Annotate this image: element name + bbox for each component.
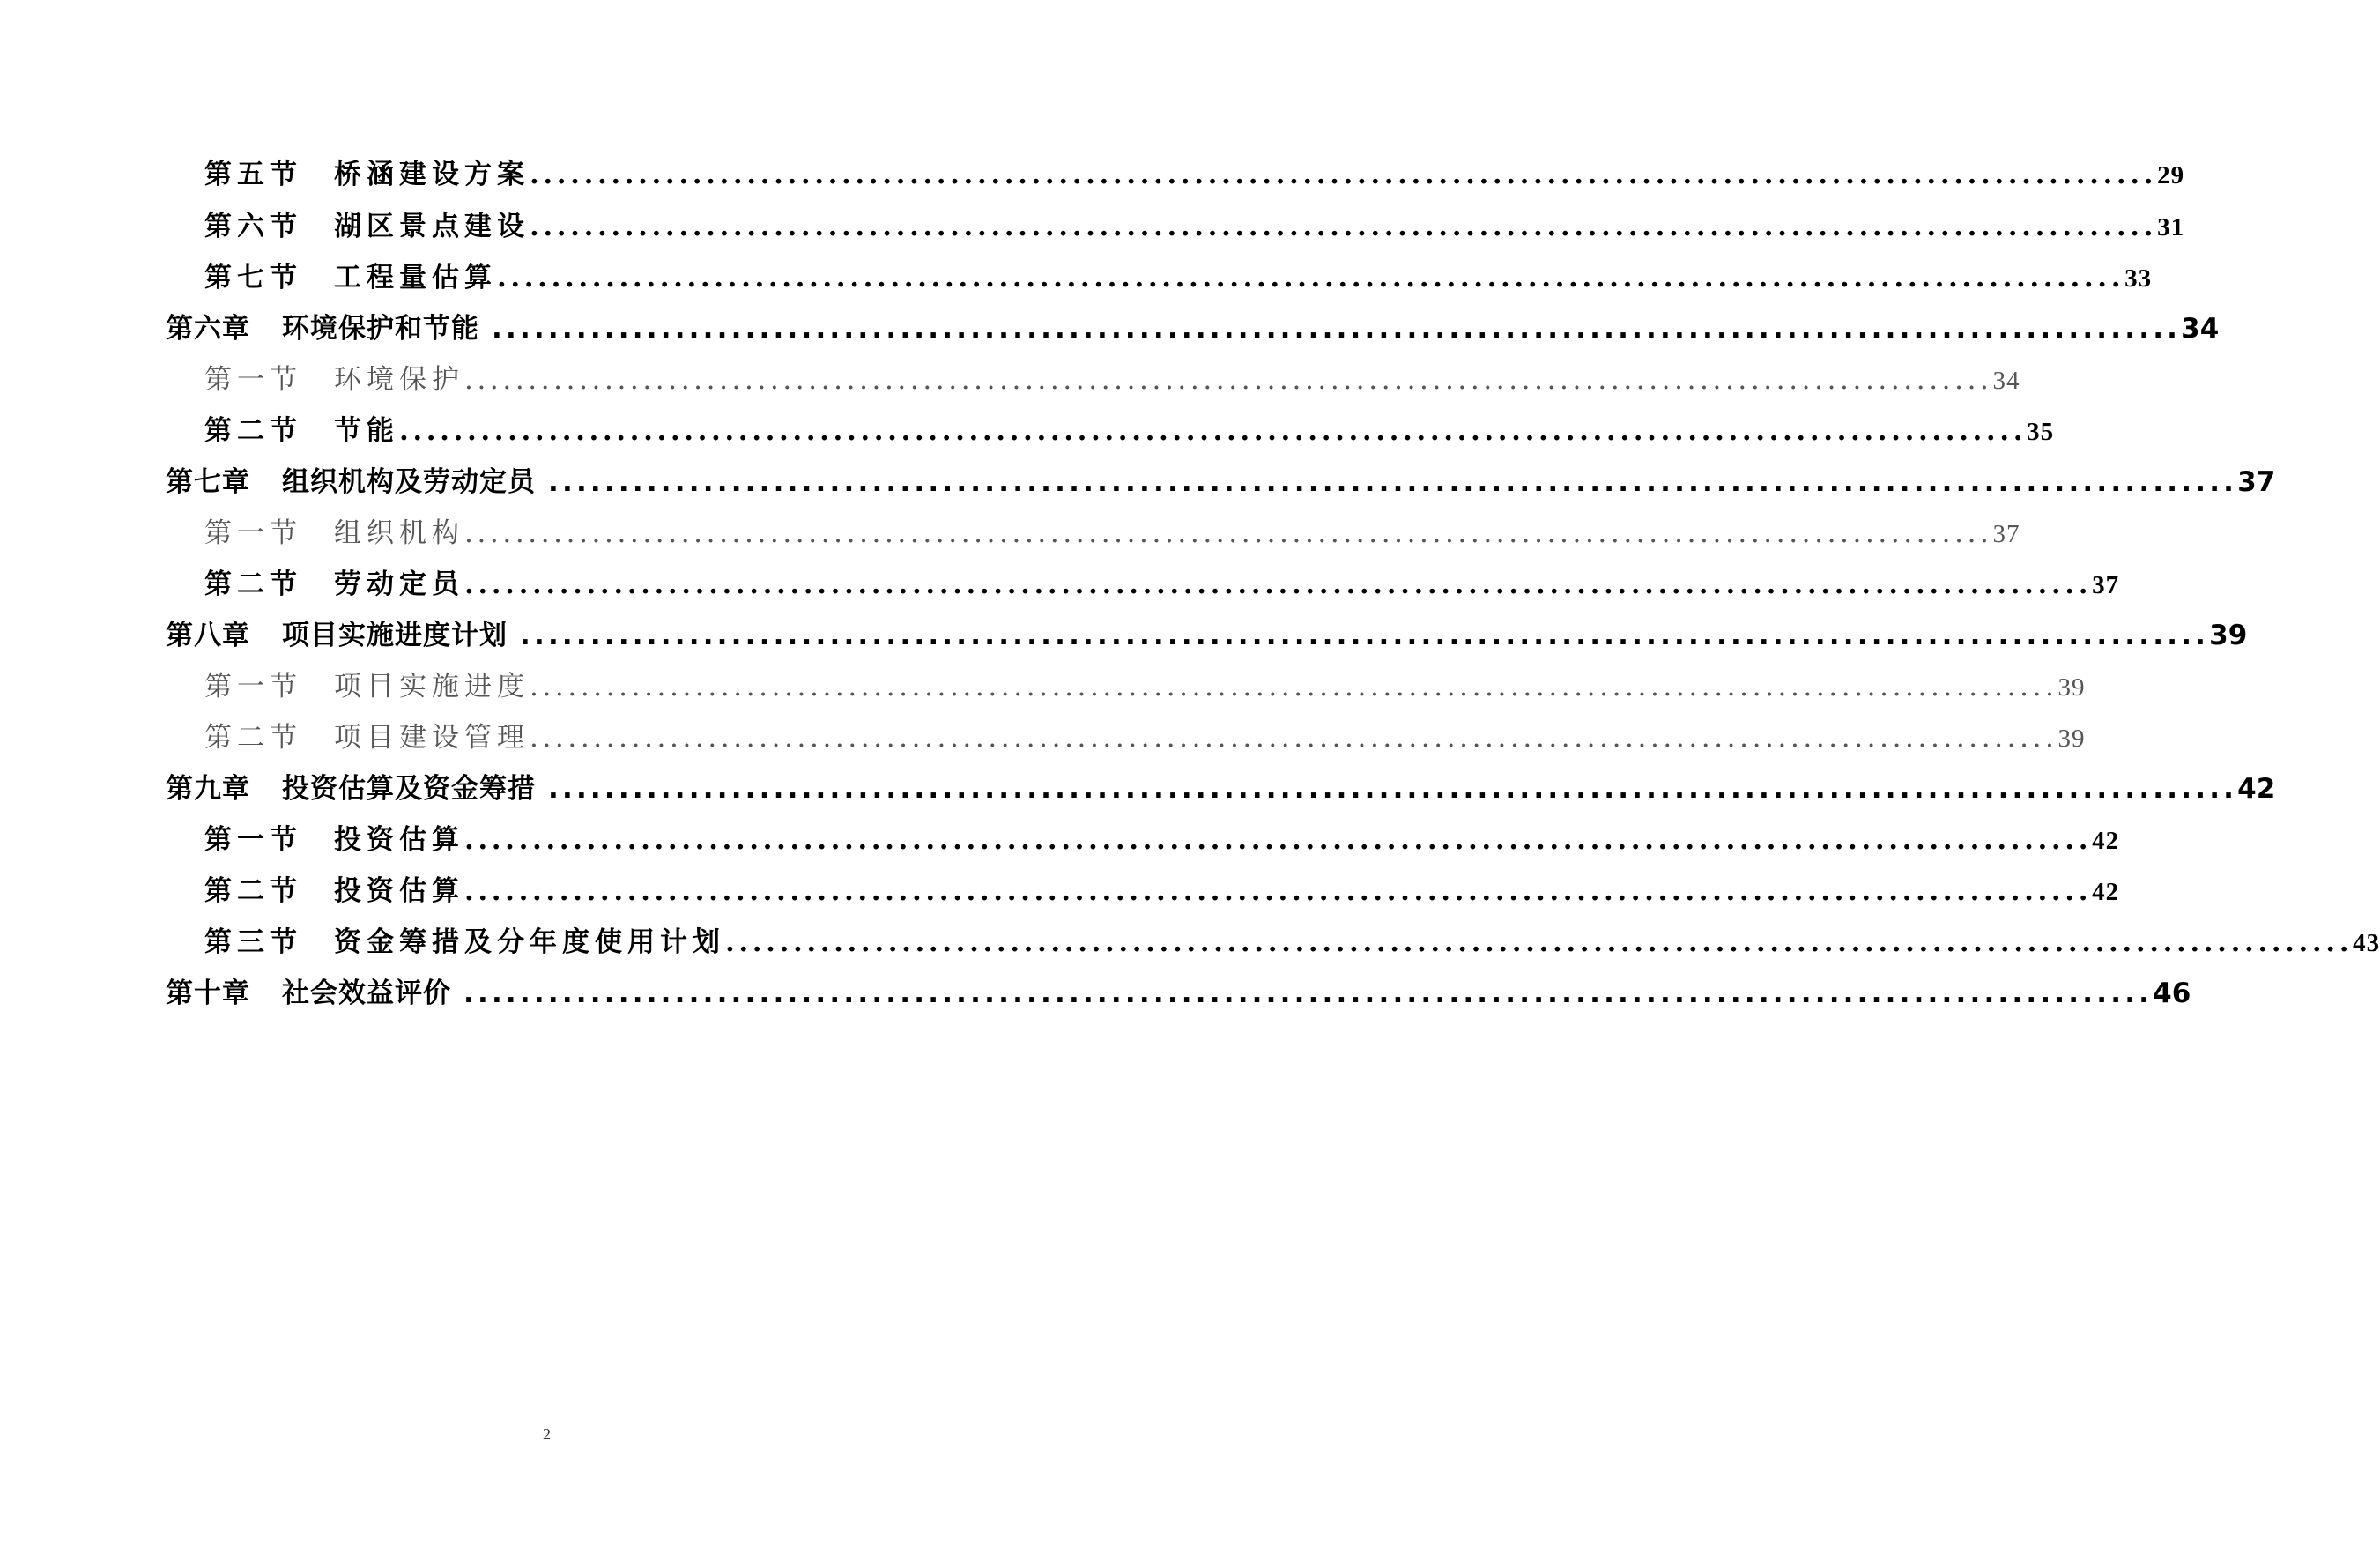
dot-leader: ........................................................................................................................ [463,977,2154,1009]
toc-entry[interactable] [204,868,2120,907]
toc-entry-number: 第一节 [204,364,302,396]
toc-entry-page: 42 [2092,827,2120,855]
toc-entry-title: 投资估算 [334,824,464,856]
dot-leader: ........................................................................................................................ [497,262,2125,294]
toc-entry[interactable] [204,408,2055,447]
toc-entry[interactable] [204,510,2020,549]
toc-chapter-number: 第六章 [166,313,250,345]
toc-chapter-number: 第十章 [166,977,250,1009]
dot-leader: ........................................................................................................................ [492,313,2182,345]
toc-entry-number: 第一节 [204,517,302,549]
toc-chapter-page: 42 [2237,773,2276,805]
dot-leader: ........................................................................................................................ [399,415,2028,447]
toc-chapter-page: 39 [2209,620,2248,651]
dot-leader: ........................................................................................................................ [725,926,2354,958]
toc-entry[interactable] [204,255,2153,294]
dot-leader: ........................................................................................................................ [520,620,2210,651]
toc-entry[interactable] [204,204,2185,242]
toc-chapter-page: 37 [2237,466,2276,498]
toc-entry-page: 34 [1992,367,2020,395]
toc-entry-number: 第七节 [204,262,302,294]
toc-chapter-title: 项目实施进度计划 [282,620,508,651]
dot-leader: ........................................................................................................................ [464,364,1993,396]
dot-leader: ........................................................................................................................ [530,211,2158,242]
toc-entry-page: 39 [2057,725,2086,753]
toc-entry-number: 第六节 [204,211,302,242]
toc-chapter-title: 投资估算及资金筹措 [282,773,536,805]
toc-entry-title: 节能 [334,415,399,447]
toc-entry-number: 第二节 [204,875,302,907]
toc-entry-title: 湖区景点建设 [334,211,530,242]
dot-leader: ........................................................................................................................ [530,159,2158,190]
dot-leader: ........................................................................................................................ [464,875,2093,907]
toc-entry[interactable] [204,919,2380,958]
dot-leader: ........................................................................................................................ [548,466,2238,498]
toc-chapter[interactable] [166,306,2220,345]
toc-entry-title: 工程量估算 [334,262,497,294]
toc-chapter[interactable] [166,613,2248,651]
dot-leader: ........................................................................................................................ [530,722,2058,754]
toc-entry-page: 33 [2124,264,2153,293]
toc-entry-number: 第二节 [204,722,302,754]
toc-entry-title: 环境保护 [334,364,464,396]
toc-entry-title: 组织机构 [334,517,464,549]
dot-leader: ........................................................................................................................ [464,569,2093,600]
toc-chapter-page: 46 [2153,977,2191,1009]
toc-entry-title: 项目建设管理 [334,722,530,754]
toc-chapter-number: 第九章 [166,773,250,805]
toc-entry-title: 资金筹措及分年度使用计划 [334,926,725,958]
toc-entry[interactable] [204,357,2020,396]
toc-entry[interactable] [204,715,2086,754]
toc-entry-number: 第三节 [204,926,302,958]
toc-chapter-title: 环境保护和节能 [282,313,479,345]
toc-entry-number: 第一节 [204,671,302,702]
toc-entry-title: 桥涵建设方案 [334,159,530,190]
toc-entry-page: 31 [2157,213,2185,242]
toc-entry-page: 37 [2092,571,2120,599]
toc-chapter-number: 第八章 [166,620,250,651]
toc-entry-page: 29 [2157,161,2185,190]
dot-leader: ........................................................................................................................ [464,824,2093,856]
toc-entry-page: 42 [2092,878,2120,906]
toc-entry-title: 项目实施进度 [334,671,530,702]
toc-chapter-number: 第七章 [166,466,250,498]
toc-entry-page: 43 [2353,929,2380,957]
toc-entry-title: 投资估算 [334,875,464,907]
dot-leader: ........................................................................................................................ [464,517,1993,549]
toc-entry-number: 第二节 [204,569,302,600]
toc-entry[interactable] [204,561,2120,600]
toc-chapter[interactable] [166,766,2276,805]
toc-entry-number: 第五节 [204,159,302,190]
toc-entry-page: 35 [2027,418,2055,446]
toc-entry-page: 39 [2057,673,2086,702]
toc-chapter-title: 社会效益评价 [282,977,451,1009]
toc-chapter-title: 组织机构及劳动定员 [282,466,536,498]
toc-entry-number: 第二节 [204,415,302,447]
toc-chapter[interactable] [166,970,2191,1009]
dot-leader: ........................................................................................................................ [530,671,2058,702]
toc-entry[interactable] [204,152,2185,190]
toc-entry-page: 37 [1992,520,2020,548]
toc-entry[interactable] [204,817,2120,856]
dot-leader: ........................................................................................................................ [548,773,2238,805]
toc-entry-number: 第一节 [204,824,302,856]
toc-entry[interactable] [204,664,2086,702]
toc-chapter-page: 34 [2181,313,2220,345]
toc-entry-title: 劳动定员 [334,569,464,600]
page-number: 2 [543,1425,551,1443]
toc-chapter[interactable] [166,459,2276,498]
